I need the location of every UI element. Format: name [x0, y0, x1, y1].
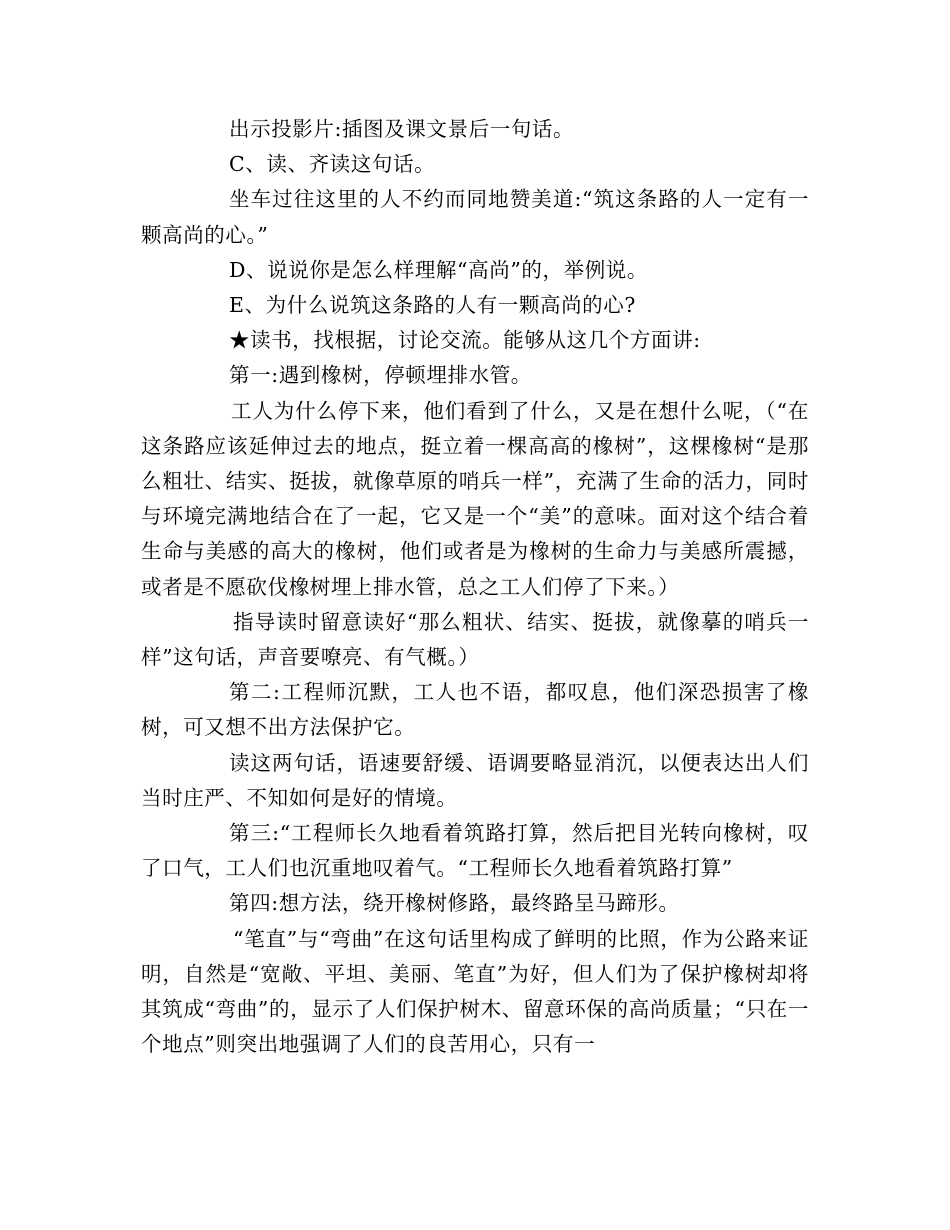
- paragraph-oak-analysis: 工人为什么停下来，他们看到了什么，又是在想什么呢，（“在这条路应该延伸过去的地点，挺立着一棵高高的橡树”，这棵橡树“是那么粗壮、结实、挺拔，就像草原的哨兵一样”，充满了生命的活力，同时与环境完满地结合在了一起，它又是一个“美”的意味。面对这个结合着生命与美感的高大的橡树，他们或者是为橡树的生命力与美感所震撼，或者是不愿砍伐橡树埋上排水管，总之工人们停了下来。）: [141, 398, 809, 599]
- paragraph-quote: 坐车过往这里的人不约而同地赞美道:“筑这条路的人一定有一颗高尚的心。”: [141, 187, 809, 247]
- document-body: [141, 112, 809, 1062]
- paragraph-contrast-analysis: “笔直”与“弯曲”在这句话里构成了鲜明的比照，作为公路来证明，自然是“宽敞、平坦、美丽、笔直”为好，但人们为了保护橡树却将其筑成“弯曲”的，显示了人们保护树木、留意环保的高尚质量；“只在一个地点”则突出地强调了人们的良苦用心，只有一: [141, 926, 809, 1057]
- paragraph-tone-guide: 读这两句话，语速要舒缓、语调要略显消沉，以便表达出人们当时庄严、不知如何是好的情境。: [141, 750, 809, 810]
- paragraph-reading-guide: 指导读时留意读好“那么粗状、结实、挺拔，就像摹的哨兵一样”这句话，声音要嘹亮、有气概。）: [141, 609, 809, 670]
- paragraph-step-d: D、说说你是怎么样理解“高尚”的，举例说。: [229, 257, 648, 282]
- paragraph-point-three: 第三:“工程师长久地看着筑路打算，然后把目光转向橡树，叹了口气，工人们也沉重地叹着气。“工程师长久地看着筑路打算”: [141, 821, 809, 881]
- paragraph-slide-intro: 出示投影片:插图及课文景后一句话。: [229, 117, 575, 141]
- paragraph-point-one: 第一:遇到橡树，停顿埋排水管。: [229, 363, 532, 388]
- paragraph-point-four: 第四:想方法，绕开橡树修路，最终路呈马蹄形。: [229, 891, 680, 916]
- paragraph-step-c: C、读、齐读这句话。: [229, 152, 436, 177]
- paragraph-step-e: E、为什么说筑这条路的人有一颗高尚的心?: [229, 293, 636, 318]
- paragraph-point-two: 第二:工程师沉默，工人也不语，都叹息，他们深恐损害了橡树，可又想不出方法保护它。: [141, 680, 809, 740]
- paragraph-star-reading: ★读书，找根据，讨论交流。能够从这几个方面讲:: [229, 328, 701, 353]
